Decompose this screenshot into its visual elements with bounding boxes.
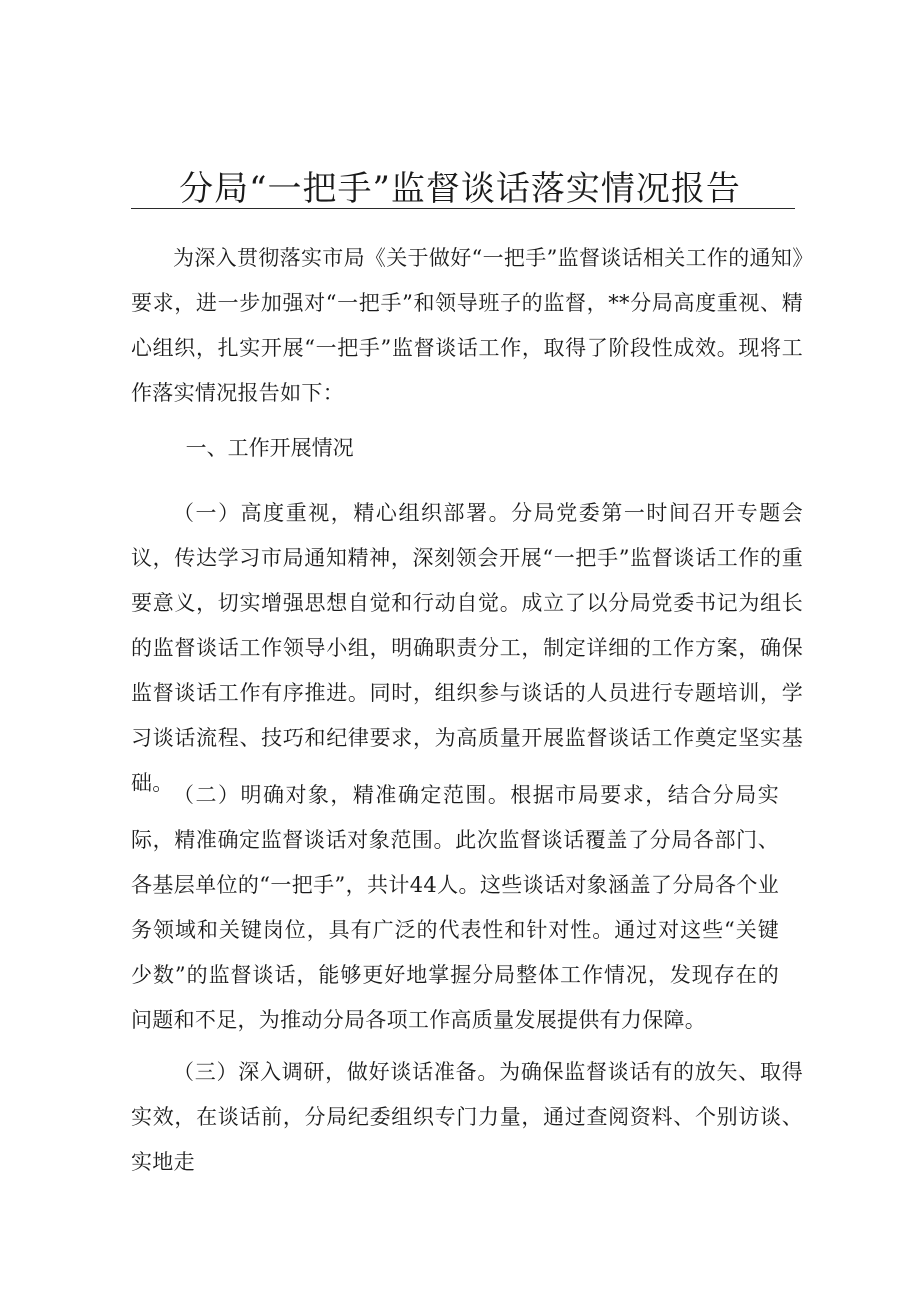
paragraph-item-1: （一）高度重视，精心组织部署。分局党委第一时间召开专题会议，传达学习市局通知精神，深刻领会开展“一把手”监督谈话工作的重要意义，切实增强思想自觉和行动自觉。成立了以分局党委书记为组长的监督谈话工作领导小组，明确职责分工，制定详细的工作方案，确保监督谈话工作有序推进。同时，组织参与谈话的人员进行专题培训，学习谈话流程、技巧和纪律要求，为高质量开展监督谈话工作奠定坚实基础。 (131, 501, 803, 795)
section-heading-work-status: 一、工作开展情况 (185, 436, 354, 460)
title-underline (131, 208, 795, 209)
intro-paragraph: 为深入贯彻落实市局《关于做好“一把手”监督谈话相关工作的通知》要求，进一步加强对“一把手”和领导班子的监督，**分局高度重视、精心组织，扎实开展“一把手”监督谈话工作，取得了阶段性成效。现将工作落实情况报告如下： (131, 246, 803, 405)
paragraph-item-2: （二）明确对象，精准确定范围。根据市局要求，结合分局实际，精准确定监督谈话对象范围。此次监督谈话覆盖了分局各部门、各基层单位的“一把手”，共计44人。这些谈话对象涵盖了分局各个业务领域和关键岗位，具有广泛的代表性和针对性。通过对这些“关键少数”的监督谈话，能够更好地掌握分局整体工作情况，发现存在的问题和不足，为推动分局各项工作高质量发展提供有力保障。 (131, 783, 779, 1032)
document-title: 分局“一把手”监督谈话落实情况报告 (179, 169, 741, 209)
paragraph-item-3: （三）深入调研，做好谈话准备。为确保监督谈话有的放矢、取得实效，在谈话前，分局纪委组织专门力量，通过查阅资料、个别访谈、实地走 (131, 1060, 803, 1174)
